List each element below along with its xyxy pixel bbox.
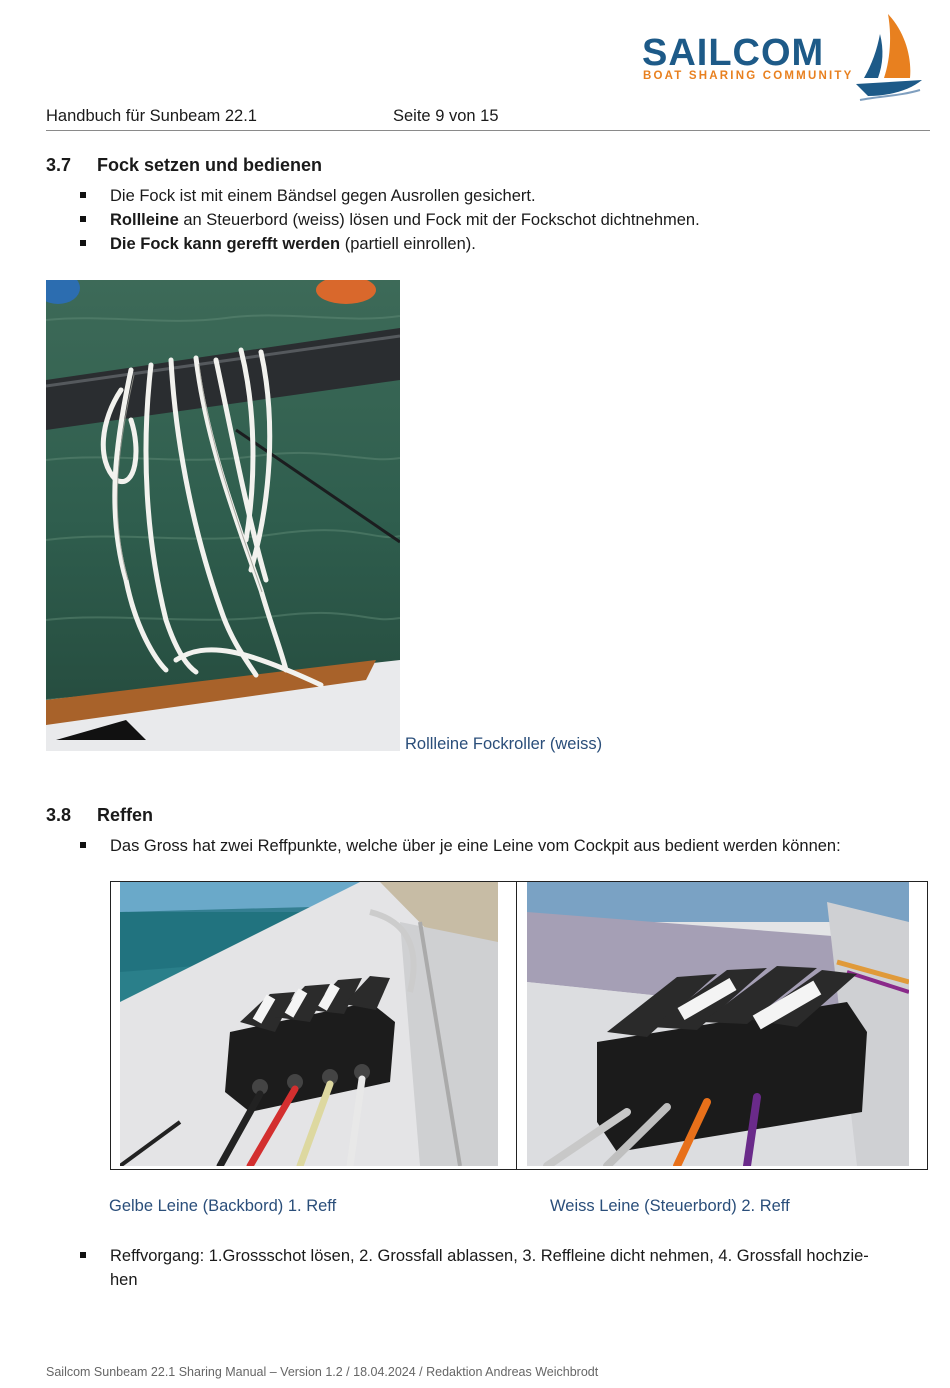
photo-caption-right: Weiss Leine (Steuerbord) 2. Reff	[550, 1197, 790, 1215]
section-heading-3-8	[46, 805, 153, 826]
bullet-item: Rollleine an Steuerbord (weiss) lösen und Fock mit der Fockschot dichtnehmen.	[110, 208, 700, 232]
header-divider	[46, 130, 930, 131]
bullet-item: Die Fock kann gerefft werden (partiell einrollen).	[110, 232, 476, 256]
sailcom-logo	[640, 12, 930, 104]
section-number: 3.7	[46, 155, 72, 175]
photo-caption: Rollleine Fockroller (weiss)	[405, 735, 603, 753]
photo-rollleine	[46, 280, 400, 751]
bullet-icon	[80, 1252, 86, 1258]
bullet-item: Das Gross hat zwei Reffpunkte, welche über je eine Leine vom Cockpit aus bedient werden können:	[110, 834, 841, 858]
sail-icon	[850, 12, 930, 104]
section-heading-3-7	[46, 155, 322, 176]
photo-clutch-backbord	[120, 882, 498, 1166]
page-number: Seite 9 von 15	[393, 107, 499, 125]
bullet-item: Reffvorgang: 1.Grossschot lösen, 2. Grossfall ablassen, 3. Reffleine dicht nehmen, 4. Grossfall hochzie- hen	[110, 1244, 930, 1292]
bullet-item: Die Fock ist mit einem Bändsel gegen Ausrollen gesichert.	[110, 184, 536, 208]
page-footer: Sailcom Sunbeam 22.1 Sharing Manual – Version 1.2 / 18.04.2024 / Redaktion Andreas Weichbrodt	[46, 1365, 599, 1379]
photo-clutch-steuerbord	[527, 882, 909, 1166]
bullet-icon	[80, 240, 86, 246]
bullet-icon	[80, 216, 86, 222]
section-number: 3.8	[46, 805, 72, 825]
photo-caption-left: Gelbe Leine (Backbord) 1. Reff	[109, 1197, 337, 1215]
section-title: Fock setzen und bedienen	[97, 155, 323, 175]
logo-wordmark: SAILCOM	[642, 32, 825, 74]
logo-tagline: BOAT SHARING COMMUNITY	[643, 70, 854, 82]
bullet-icon	[80, 192, 86, 198]
section-title: Reffen	[97, 805, 154, 825]
bullet-icon	[80, 842, 86, 848]
image-table-divider	[516, 881, 517, 1170]
document-title: Handbuch für Sunbeam 22.1	[46, 107, 257, 125]
